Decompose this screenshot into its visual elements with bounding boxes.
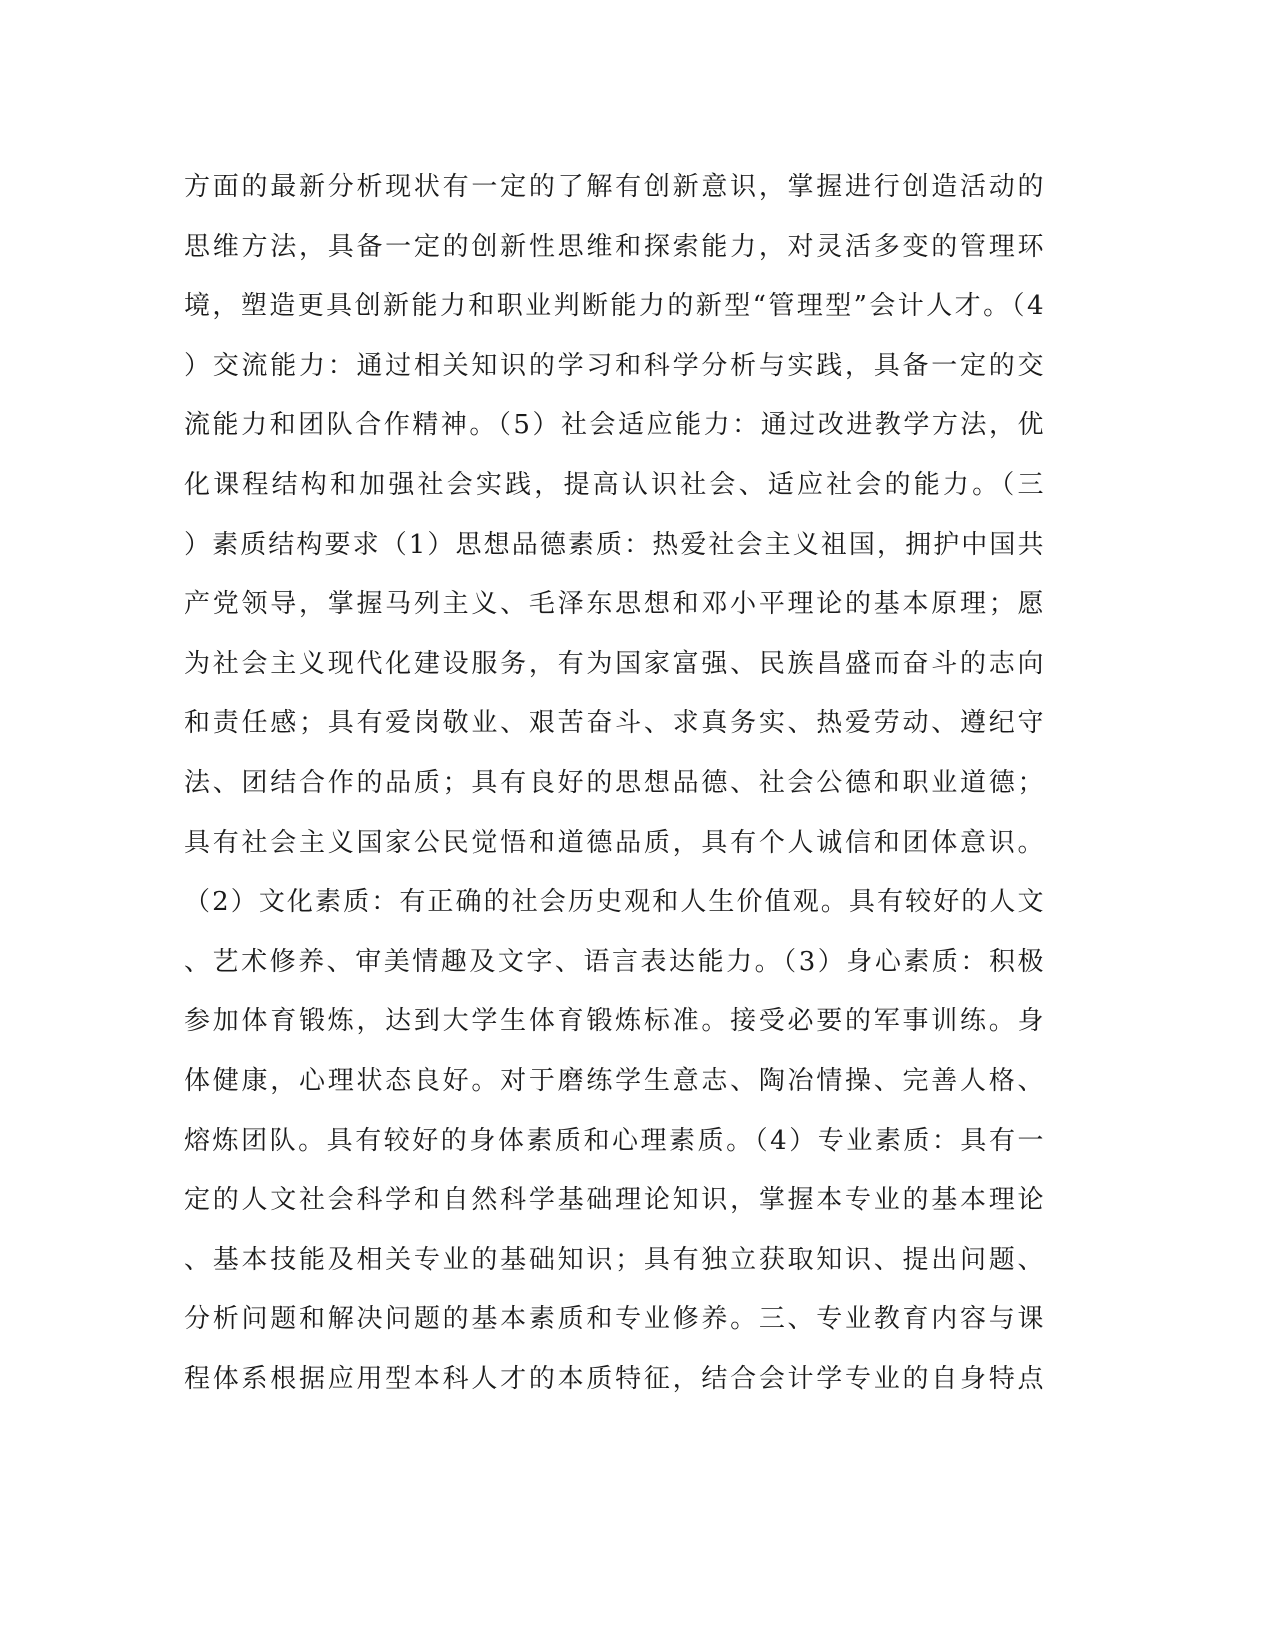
text-line: 思维方法，具备一定的创新性思维和探索能力，对灵活多变的管理环 xyxy=(184,231,1044,262)
text-line: 方面的最新分析现状有一定的了解有创新意识，掌握进行创造活动的 xyxy=(184,172,1044,202)
text-line: 为社会主义现代化建设服务，有为国家富强、民族昌盛而奋斗的志向 xyxy=(184,648,1044,679)
text-line: 分析问题和解决问题的基本素质和专业修养。三、专业教育内容与课 xyxy=(184,1304,1044,1335)
text-line: 和责任感；具有爱岗敬业、艰苦奋斗、求真务实、热爱劳动、遵纪守 xyxy=(184,708,1044,739)
text-line: 化课程结构和加强社会实践，提高认识社会、适应社会的能力。（三 xyxy=(184,469,1044,500)
text-line: 、基本技能及相关专业的基础知识；具有独立获取知识、提出问题、 xyxy=(184,1244,1044,1275)
text-line: 程体系根据应用型本科人才的本质特征，结合会计学专业的自身特点 xyxy=(184,1363,1044,1394)
text-line: 参加体育锻炼，达到大学生体育锻炼标准。接受必要的军事训练。身 xyxy=(184,1006,1044,1037)
text-line: ）素质结构要求（1）思想品德素质：热爱社会主义祖国，拥护中国共 xyxy=(184,529,1044,560)
text-line: 熔炼团队。具有较好的身体素质和心理素质。（4）专业素质：具有一 xyxy=(184,1125,1044,1156)
text-line: 境，塑造更具创新能力和职业判断能力的新型“管理型”会计人才。（4 xyxy=(184,291,1044,322)
text-line: 具有社会主义国家公民觉悟和道德品质，具有个人诚信和团体意识。 xyxy=(184,827,1044,858)
text-line: 、艺术修养、审美情趣及文字、语言表达能力。（3）身心素质：积极 xyxy=(184,946,1044,977)
text-line: 流能力和团队合作精神。（5）社会适应能力：通过改进教学方法，优 xyxy=(184,410,1044,441)
body-text xyxy=(184,158,1044,1409)
text-line: （2）文化素质：有正确的社会历史观和人生价值观。具有较好的人文 xyxy=(184,887,1044,918)
text-line: 产党领导，掌握马列主义、毛泽东思想和邓小平理论的基本原理；愿 xyxy=(184,589,1044,620)
text-line: ）交流能力：通过相关知识的学习和科学分析与实践，具备一定的交 xyxy=(184,350,1044,381)
text-line: 体健康，心理状态良好。对于磨练学生意志、陶冶情操、完善人格、 xyxy=(184,1065,1044,1096)
text-line: 法、团结合作的品质；具有良好的思想品德、社会公德和职业道德； xyxy=(184,767,1044,798)
text-line: 定的人文社会科学和自然科学基础理论知识，掌握本专业的基本理论 xyxy=(184,1185,1044,1216)
